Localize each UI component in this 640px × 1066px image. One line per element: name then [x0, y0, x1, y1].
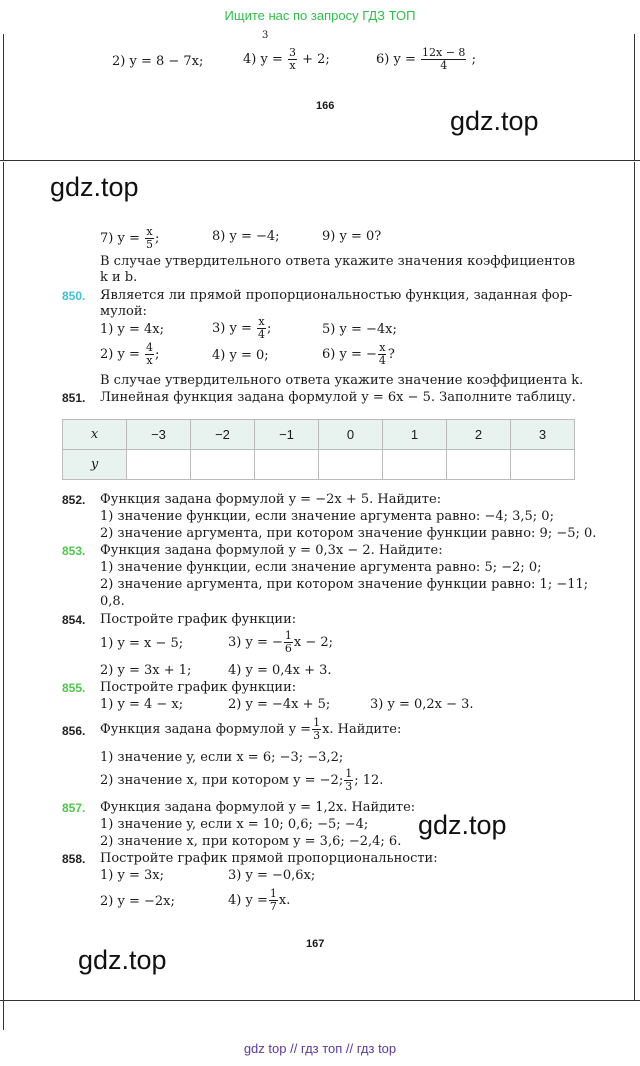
table-cell: −1 [255, 420, 319, 450]
fraction: $\frac{1}{3}$ [313, 716, 321, 742]
option: 4) y = $\frac{1}{7}$ x. [228, 887, 291, 913]
problem-text: Функция задана формулой y = $\frac{1}{3}$ x. Найдите: [100, 716, 402, 742]
table-cell [447, 450, 511, 480]
table-cell [191, 450, 255, 480]
item-6: 6) y = $\frac{12x - 8}{4}$ ; [376, 46, 476, 72]
page-border-right [634, 34, 635, 160]
problem-line: 2) значение аргумента, при котором значение функции равно: 9; −5; 0. [100, 526, 597, 541]
problem-number: 850. [62, 289, 86, 303]
problem-line: 1) значение y, если x = 10; 0,6; −5; −4; [100, 817, 369, 832]
page-border-left [3, 34, 4, 160]
page-divider [0, 160, 640, 161]
note-line: В случае утвердительного ответа укажите значения коэффициентов [100, 254, 576, 269]
table-cell [127, 450, 191, 480]
watermark: gdz.top [50, 172, 139, 202]
table-header-x: x [63, 420, 127, 450]
table-cell [511, 450, 575, 480]
problem-number: 856. [62, 724, 86, 738]
table-cell: −2 [191, 420, 255, 450]
problem-text: Постройте график функции: [100, 612, 297, 627]
problem-line: 0,8. [100, 594, 125, 609]
page-divider [0, 1000, 640, 1001]
problem-line: 1) значение функции, если значение аргумента равно: −4; 3,5; 0; [100, 509, 554, 524]
page-number: 166 [316, 100, 335, 112]
table-cell: −3 [127, 420, 191, 450]
problem-number: 857. [62, 801, 86, 815]
problem-text: мулой: [100, 304, 147, 319]
problem-text: Функция задана формулой y = −2x + 5. Найдите: [100, 492, 442, 507]
problem-number: 858. [62, 852, 86, 866]
option: 6) y = − $\frac{x}{4}$ ? [322, 341, 395, 367]
fraction: $\frac{12x - 8}{4}$ [422, 46, 466, 72]
fraction: $\frac{1}{7}$ [269, 887, 277, 913]
table-row [63, 420, 575, 450]
watermark: gdz.top [78, 945, 167, 975]
watermark: gdz.top [450, 106, 539, 136]
option: 1) y = x − 5; [100, 636, 184, 651]
item-9: 9) y = 0? [322, 229, 382, 244]
note-line: k и b. [100, 270, 138, 285]
problem-text: Является ли прямой пропорциональностью функция, заданная фор- [100, 288, 573, 303]
option: 4) y = 0,4x + 3. [228, 663, 332, 678]
fraction: $\frac{1}{3}$ [345, 767, 353, 793]
problem-text: Постройте график прямой пропорциональности: [100, 851, 438, 866]
values-table [62, 419, 575, 480]
option: 3) y = −0,6x; [228, 868, 316, 883]
option: 5) y = −4x; [322, 322, 397, 337]
option: 2) y = −2x; [100, 894, 175, 909]
problem-number: 855. [62, 681, 86, 695]
table-header-y: y [63, 450, 127, 480]
option: 3) y = $\frac{x}{4}$ ; [212, 315, 272, 341]
option: 4) y = 0; [212, 348, 269, 363]
item-8: 8) y = −4; [212, 229, 280, 244]
problem-text: Линейная функция задана формулой y = 6x − 5. Заполните таблицу. [100, 390, 576, 405]
problem-line: 2) значение x, при котором y = 3,6; −2,4; 6. [100, 834, 402, 849]
option: 3) y = 0,2x − 3. [370, 697, 474, 712]
table-cell [383, 450, 447, 480]
problem-text: Функция задана формулой y = 1,2x. Найдите: [100, 800, 416, 815]
problem-line: 1) значение y, если x = 6; −3; −3,2; [100, 750, 344, 765]
partial-fraction-digit: 3 [262, 30, 269, 41]
page-border-left [3, 162, 4, 1030]
option: 2) y = −4x + 5; [228, 697, 331, 712]
fraction: $\frac{x}{5}$ [146, 225, 153, 251]
fraction: $\frac{x}{4}$ [378, 341, 386, 367]
problem-number: 854. [62, 613, 86, 627]
problem-number: 852. [62, 493, 86, 507]
item-4: 4) y = $\frac{3}{x}$ + 2; [243, 46, 330, 72]
problem-line: 2) значение аргумента, при котором значение функции равно: 1; −11; [100, 577, 589, 592]
table-cell: 3 [511, 420, 575, 450]
problem-text: Функция задана формулой y = 0,3x − 2. Найдите: [100, 543, 443, 558]
table-cell [255, 450, 319, 480]
note-line: В случае утвердительного ответа укажите значение коэффициента k. [100, 373, 584, 388]
table-cell: 0 [319, 420, 383, 450]
fraction: $\frac{4}{x}$ [146, 341, 153, 367]
table-row [63, 450, 575, 480]
option: 1) y = 4x; [100, 322, 164, 337]
problem-number: 853. [62, 544, 86, 558]
bottom-banner: gdz top // гдз топ // гдз top [243, 1041, 397, 1056]
table-cell: 1 [383, 420, 447, 450]
page-border-right [634, 162, 635, 1000]
option: 1) y = 4 − x; [100, 697, 184, 712]
option: 1) y = 3x; [100, 868, 164, 883]
problem-number: 851. [62, 391, 86, 405]
fraction: $\frac{x}{4}$ [258, 315, 265, 341]
table-cell: 2 [447, 420, 511, 450]
table-cell [319, 450, 383, 480]
problem-line: 2) значение x, при котором y = −2; $\frac{1}{3}$ ; 12. [100, 767, 384, 793]
top-banner: Ищите нас по запросу ГДЗ ТОП [224, 8, 416, 23]
option: 2) y = 3x + 1; [100, 663, 192, 678]
page-number: 167 [306, 938, 325, 950]
problem-text: Постройте график функции: [100, 680, 297, 695]
item-7: 7) y = $\frac{x}{5}$ ; [100, 225, 160, 251]
watermark: gdz.top [418, 810, 507, 840]
problem-line: 1) значение функции, если значение аргумента равно: 5; −2; 0; [100, 560, 542, 575]
option: 2) y = $\frac{4}{x}$ ; [100, 341, 160, 367]
option: 3) y = − $\frac{1}{6}$ x − 2; [228, 629, 334, 655]
fraction: $\frac{1}{6}$ [284, 629, 292, 655]
fraction: $\frac{3}{x}$ [289, 46, 296, 72]
item-2: 2) y = 8 − 7x; [112, 54, 204, 69]
